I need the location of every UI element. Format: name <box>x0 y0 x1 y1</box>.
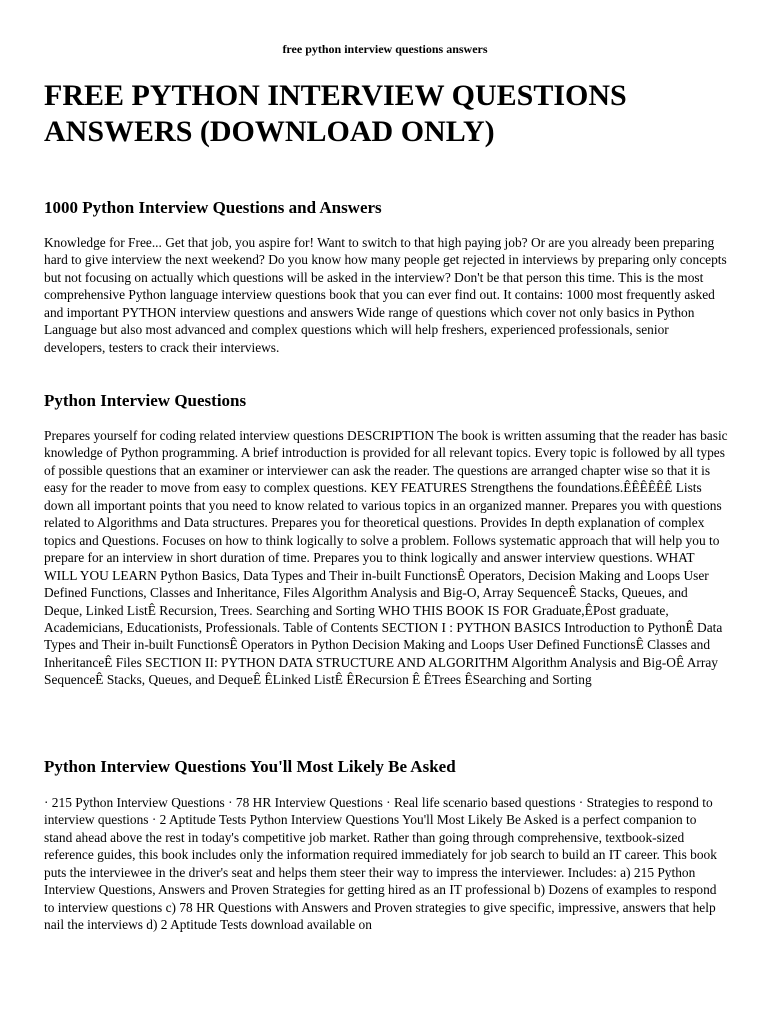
section-most-likely-be-asked <box>44 757 728 934</box>
section-1000-python-interview-questions <box>44 198 728 356</box>
section-body: · 215 Python Interview Questions · 78 HR Interview Questions · Real life scenario based questions · Strategies to respond to interview questions · 2 Aptitude Tests Python Interview Questions You'll Most Likely Be Asked is a perfect companion to stand ahead above the rest in today's competitive job market. Rather than going through comprehensive, textbook-sized reference guides, this book includes only the information required immediately for job search to build an IT career. This book puts the interviewee in the driver's seat and helps them steer their way to impress the interviewer. Includes: a) 215 Python Interview Questions, Answers and Proven Strategies for getting hired as an IT professional b) Dozens of examples to respond to interview questions c) 78 HR Questions with Answers and Proven strategies to give specific, impressive, answers that help nail the interviews d) 2 Aptitude Tests download available on <box>44 795 717 933</box>
section-body: Prepares yourself for coding related interview questions DESCRIPTION The book is written assuming that the reader has basic knowledge of Python programming. A brief introduction is provided for all relevant topics. Every topic is followed by all types of possible questions that an examiner or interviewer can ask the reader. The questions are arranged chapter wise so that it is easy for the reader to move from easy to complex questions. KEY FEATURES Strengthens the foundations.ÊÊÊÊÊÊ Lists down all important points that you need to know related to various topics in an organized manner. Prepares you with questions related to Algorithms and Data structures. Prepares you for theoretical questions. Provides In depth explanation of complex topics and Questions. Focuses on how to think logically to solve a problem. Follows systematic approach that will help you to prepare for an interview in short duration of time. Prepares you to think logically and answer interview questions. WHAT WILL YOU LEARN Python Basics, Data Types and Their in-built FunctionsÊ Operators, Decision Making and Loops User Defined Functions, Classes and Inheritance, Files Algorithm Analysis and Big-O, Array SequenceÊ Stacks, Queues, and Deque, Linked ListÊ Recursion, Trees. Searching and Sorting WHO THIS BOOK IS FOR Graduate,ÊPost graduate, Academicians, Educationists, Professionals. Table of Contents SECTION I : PYTHON BASICS Introduction to PythonÊ Data Types and Their in-built FunctionsÊ Operators in Python Decision Making and Loops User Defined FunctionsÊ Classes and InheritanceÊ Files SECTION II: PYTHON DATA STRUCTURE AND ALGORITHM Algorithm Analysis and Big-OÊ Array SequenceÊ Stacks, Queues, and DequeÊ ÊLinked ListÊ ÊRecursion Ê ÊTrees ÊSearching and Sorting <box>44 428 728 688</box>
section-heading: 1000 Python Interview Questions and Answers <box>44 198 382 217</box>
section-heading: Python Interview Questions You'll Most Likely Be Asked <box>44 757 456 776</box>
section-heading: Python Interview Questions <box>44 391 247 410</box>
section-python-interview-questions <box>44 391 728 689</box>
running-header: free python interview questions answers <box>282 42 488 56</box>
document-title: FREE PYTHON INTERVIEW QUESTIONS ANSWERS (DOWNLOAD ONLY) <box>44 79 627 148</box>
section-body: Knowledge for Free... Get that job, you aspire for! Want to switch to that high paying job? Or are you already been preparing hard to give interview the next weekend? Do you know how many people get rejected in interviews by preparing only concepts but not focusing on actually which questions will be asked in the interview? Don't be that person this time. This is the most comprehensive Python language interview questions book that you can ever find out. It contains: 1000 most frequently asked and important PYTHON interview questions and answers Wide range of questions which cover not only basics in Python Language but also most advanced and complex questions which will help freshers, experienced professionals, senior developers, testers to crack their interviews. <box>44 235 727 355</box>
